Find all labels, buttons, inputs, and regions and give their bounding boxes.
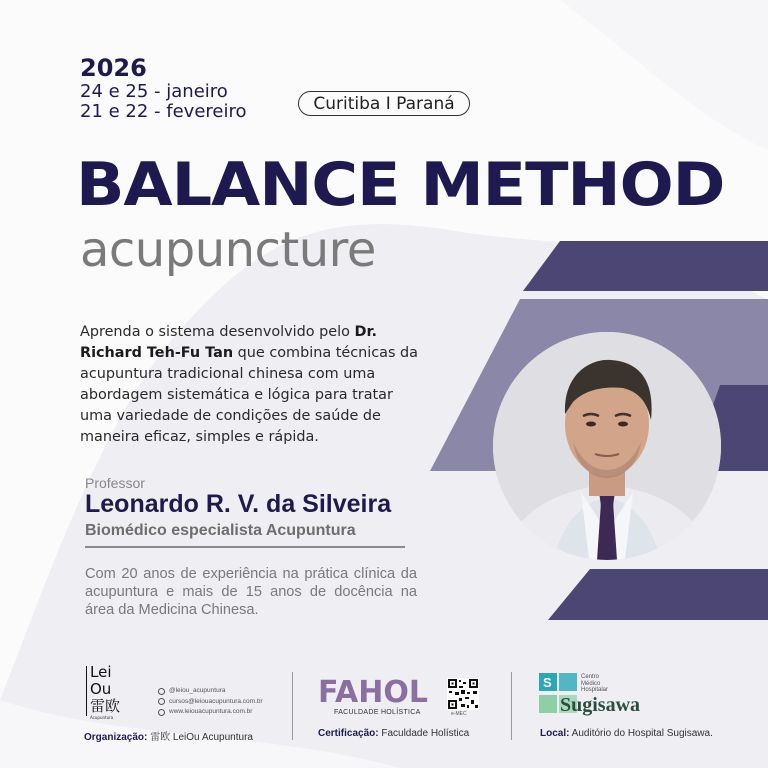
- intro-text: [80, 322, 420, 448]
- intro-bold-name: Dr. Richard Teh-Fu Tan: [80, 324, 378, 361]
- contact-instagram[interactable]: @leiou_acupuntura: [158, 686, 263, 697]
- hospital-small-text: Centro Médico Hospitalar: [581, 674, 609, 693]
- bar-top: [523, 241, 768, 291]
- svg-text:S: S: [543, 675, 552, 690]
- leiou-logo-tag: Acupuntura: [90, 715, 114, 720]
- leiou-logo-line-1: Lei: [90, 663, 112, 681]
- title-main: BALANCE METHOD: [76, 150, 725, 220]
- hospital-logo-name: Sugisawa: [560, 694, 641, 716]
- leiou-logo: [86, 664, 144, 721]
- certification-caption: Certificação: Faculdade Holística: [318, 728, 470, 739]
- qr-code-icon[interactable]: [447, 678, 479, 710]
- globe-icon: [158, 709, 165, 716]
- leiou-logo-line-2: Ou: [90, 680, 112, 698]
- title-sub: acupuncture: [80, 222, 376, 278]
- professor-title: Biomédico especialista Acupuntura: [85, 522, 356, 539]
- footer-divider-2: [511, 672, 512, 740]
- fahol-logo: FAHOL: [318, 675, 428, 710]
- contact-list: [158, 686, 263, 718]
- organizer-caption: Organização: 雷欧 LeiOu Acupuntura: [84, 732, 253, 743]
- event-date-2: 21 e 22 - fevereiro: [80, 101, 247, 122]
- contact-email[interactable]: cursos@leiouacupuntura.com.br: [158, 697, 263, 708]
- location-caption: Local: Auditório do Hospital Sugisawa.: [540, 728, 713, 739]
- intro-part-2: que combina técnicas da acupuntura tradicional chinesa com uma abordagem sistemática e lógica para tratar uma variedade de condições de saúde de maneira eficaz, simples e rápida.: [80, 345, 418, 445]
- intro-part-1: Aprenda o sistema desenvolvido pelo: [80, 324, 355, 340]
- professor-divider: [85, 546, 405, 548]
- email-icon: [158, 698, 165, 705]
- event-year: 2026: [80, 54, 147, 82]
- professor-label: Professor: [85, 475, 145, 491]
- instagram-icon: [158, 688, 165, 695]
- emec-badge: e-MEC: [451, 711, 467, 717]
- professor-photo: [493, 332, 721, 560]
- leiou-logo-line-3: 雷欧: [90, 697, 121, 715]
- location-pill: Curitiba I Paraná: [298, 91, 470, 116]
- professor-name: Leonardo R. V. da Silveira: [85, 490, 392, 518]
- professor-description: Com 20 anos de experiência na prática clínica da acupuntura e mais de 15 anos de docência na área da Medicina Chinesa.: [85, 566, 417, 618]
- fahol-logo-subtitle: FACULDADE HOLÍSTICA: [334, 709, 421, 716]
- footer-divider-1: [292, 672, 293, 740]
- event-date-1: 24 e 25 - janeiro: [80, 81, 228, 102]
- contact-website[interactable]: www.leiouacupuntura.com.br: [158, 707, 263, 718]
